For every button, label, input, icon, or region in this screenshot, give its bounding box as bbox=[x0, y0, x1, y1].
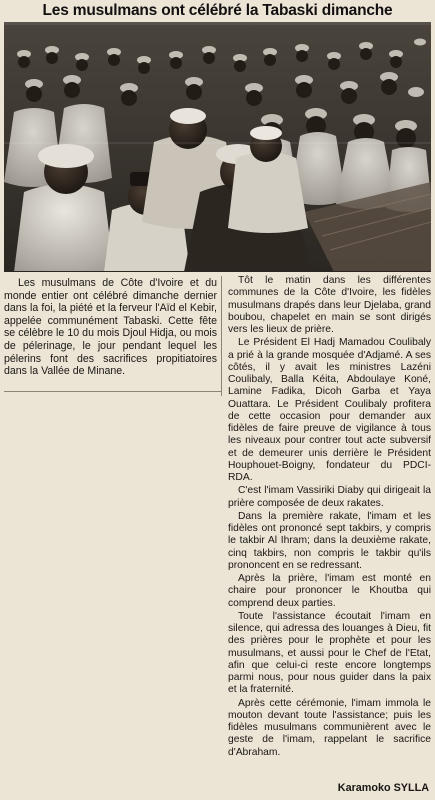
article-paragraph: Après cette cérémonie, l'imam immola le mouton devant toute l'assistance; puis les fidèles musulmans communièrent avec le geste de l'imam, rappelant le sacrifice d'Abraham. bbox=[228, 697, 431, 758]
article-paragraph: Toute l'assistance écoutait l'imam en silence, qui adressa des louanges à Dieu, fit des prières pour le prophète et pour les musulmans, et aussi pour le Chef de l'Etat, afin que celui-ci reste encore longtemps parmi nous, pour nous guider dans la paix et la fraternité. bbox=[228, 610, 431, 696]
article-paragraph: Après la prière, l'imam est monté en chaire pour prononcer le Khoutba qui comprend deux parties. bbox=[228, 573, 431, 609]
photo-caption: Les musulmans de Côte d'Ivoire et du monde entier ont célébré dimanche dernier dans la foi, la piété et la ferveur l'Aïd el Kebir, appelée communément Tabaski. Cette fête se célèbre le 10 du mois Djoul Hidja, ou mois de pélerinage, le jour pendant lequel les pélerins font des sacrifices propitiatoires dans la Vallée de Minane. bbox=[4, 277, 217, 378]
article-body bbox=[228, 275, 431, 760]
article-paragraph: Le Président El Hadj Mamadou Coulibaly a prié à la grande mosquée d'Adjamé. A ses côtés, il y avait les ministres Lazéni Coulibaly, Balla Kéita, Abdoulaye Koné, Lamine Fadika, Dicoh Garba et Yaya Ouattara. Le Président Coulibaly profitera de cette occasion pour demander aux fidèles de faire preuve de vigilance à tous les niveaux pour contrer tout acte subversif et de demeurer unis derrière le Président Houphouet-Boigny, fondateur du PDCI-RDA. bbox=[228, 337, 431, 483]
author-byline: Karamoko SYLLA bbox=[337, 782, 429, 794]
headline: Les musulmans ont célébré la Tabaski dimanche bbox=[42, 2, 393, 19]
article-paragraph: C'est l'imam Vassiriki Diaby qui dirigeait la prière composée de deux rakates. bbox=[228, 485, 431, 509]
article-paragraph: Tôt le matin dans les différentes communes de la Côte d'Ivoire, les fidèles musulmans drapés dans leur Djelaba, grand boubou, chapelet en main se sont dirigés vers les lieux de prière. bbox=[228, 275, 431, 335]
crowd-photo-illustration bbox=[4, 22, 431, 272]
crowd-photo bbox=[4, 22, 431, 272]
article-paragraph: Dans la première rakate, l'imam et les fidèles ont prononcé sept takbirs, y compris le takbir Al Ihram; dans la deuxième rakate, cinq takbirs, non compris le takbir qu'ils prononcent en se redressant. bbox=[228, 510, 431, 571]
column-divider bbox=[221, 276, 222, 396]
caption-rule bbox=[4, 391, 221, 392]
